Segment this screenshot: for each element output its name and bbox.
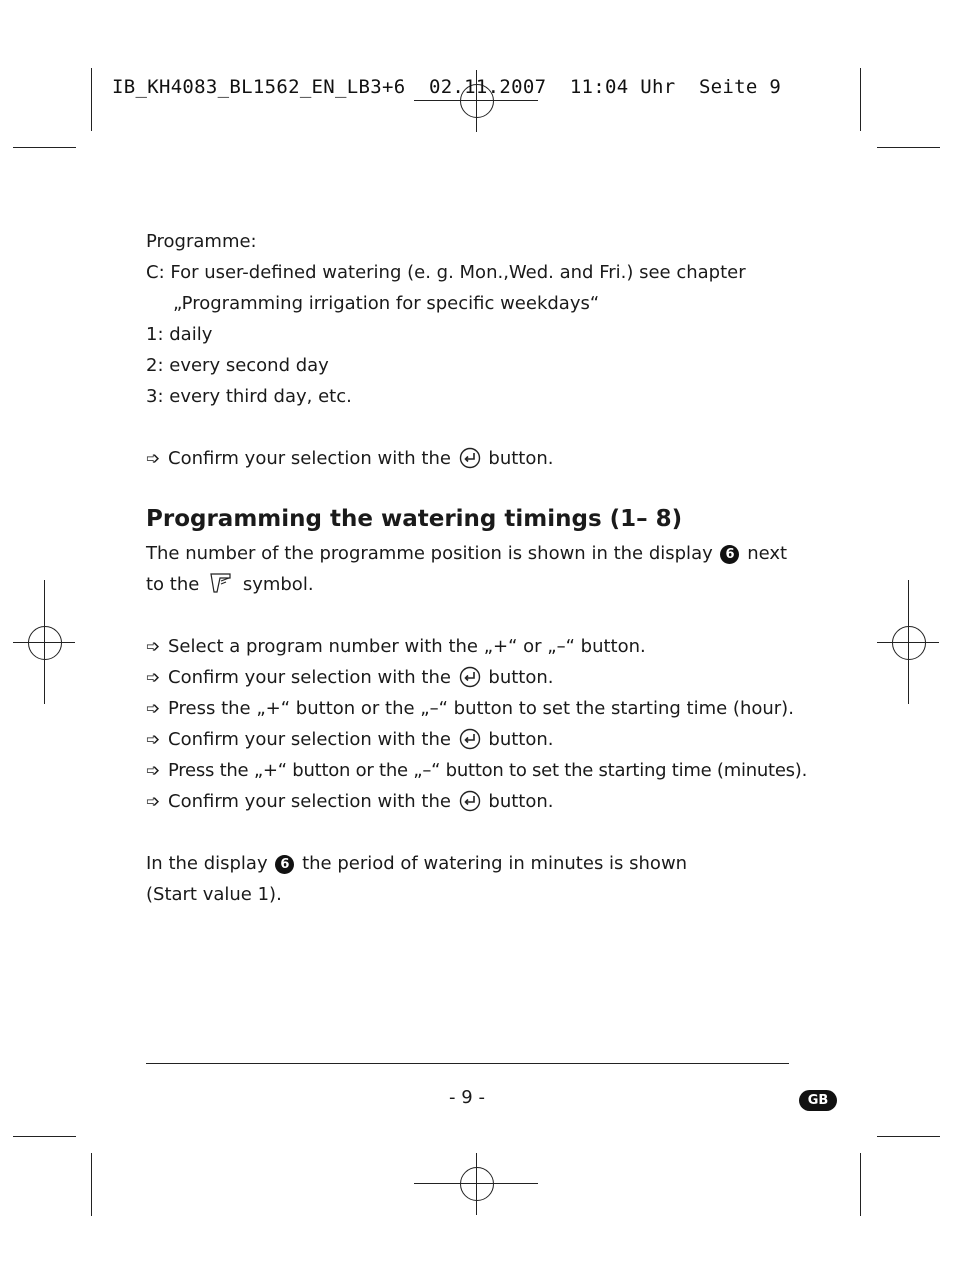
- enter-button-icon: [459, 447, 481, 469]
- programme-title: Programme:: [146, 231, 257, 252]
- crop-mark: [877, 1136, 940, 1137]
- enter-button-icon: [459, 666, 481, 688]
- step-confirm: ➩ Confirm your selection with the button.: [146, 724, 807, 755]
- programme-option-c: C: For user-defined watering (e. g. Mon.,Wed. and Fri.) see chapter: [146, 262, 746, 283]
- arrow-right-icon: ➩: [146, 761, 160, 781]
- display-number-badge: 6: [275, 855, 294, 874]
- registration-circle: [460, 1167, 494, 1201]
- programme-option-1: 1: daily: [146, 324, 213, 345]
- country-badge: GB: [799, 1090, 837, 1111]
- programme-block: [146, 226, 746, 474]
- intro-line-2: to the symbol.: [146, 574, 314, 595]
- page-number: - 9 -: [449, 1087, 485, 1108]
- step-select-program: ➩ Select a program number with the „+“ or „–“ button.: [146, 631, 807, 662]
- programme-option-c-continued: „Programming irrigation for specific weekdays“: [173, 293, 600, 314]
- enter-button-icon: [459, 790, 481, 812]
- display-number-badge: 6: [720, 545, 739, 564]
- arrow-right-icon: ➩: [146, 637, 161, 657]
- step-confirm: ➩ Confirm your selection with the button.: [146, 786, 807, 817]
- programme-option-2: 2: every second day: [146, 355, 329, 376]
- arrow-right-icon: ➩: [146, 668, 161, 688]
- crop-mark: [91, 68, 92, 131]
- registration-circle: [892, 626, 926, 660]
- arrow-right-icon: ➩: [146, 699, 161, 719]
- display-note-line-1: In the display 6 the period of watering in minutes is shown: [146, 853, 688, 874]
- arrow-right-icon: ➩: [146, 730, 161, 750]
- crop-mark: [860, 68, 861, 131]
- crop-mark: [91, 1153, 92, 1216]
- step-confirm: ➩ Confirm your selection with the button.: [146, 662, 807, 693]
- crop-mark: [13, 147, 76, 148]
- enter-button-icon: [459, 728, 481, 750]
- watering-timings-section: [146, 500, 807, 910]
- print-slug: IB_KH4083_BL1562_EN_LB3+6 02.11.2007 11:04 Uhr Seite 9: [112, 76, 782, 98]
- programme-option-3: 3: every third day, etc.: [146, 386, 352, 407]
- arrow-right-icon: ➩: [146, 449, 161, 469]
- confirm-instruction: ➩ Confirm your selection with the button.: [146, 443, 746, 474]
- step-set-hour: ➩ Press the „+“ button or the „–“ button to set the starting time (hour).: [146, 693, 807, 724]
- intro-line-1: The number of the programme position is shown in the display 6 next: [146, 543, 788, 564]
- watering-symbol-icon: [208, 572, 234, 594]
- crop-mark: [877, 147, 940, 148]
- display-note-line-2: (Start value 1).: [146, 884, 282, 905]
- step-set-minutes: ➩ Press the „+“ button or the „–“ button to set the starting time (minutes).: [146, 755, 807, 786]
- registration-circle: [28, 626, 62, 660]
- crop-mark: [860, 1153, 861, 1216]
- section-heading: Programming the watering timings (1– 8): [146, 506, 683, 532]
- arrow-right-icon: ➩: [146, 792, 161, 812]
- footer-rule: [146, 1063, 789, 1064]
- crop-mark: [13, 1136, 76, 1137]
